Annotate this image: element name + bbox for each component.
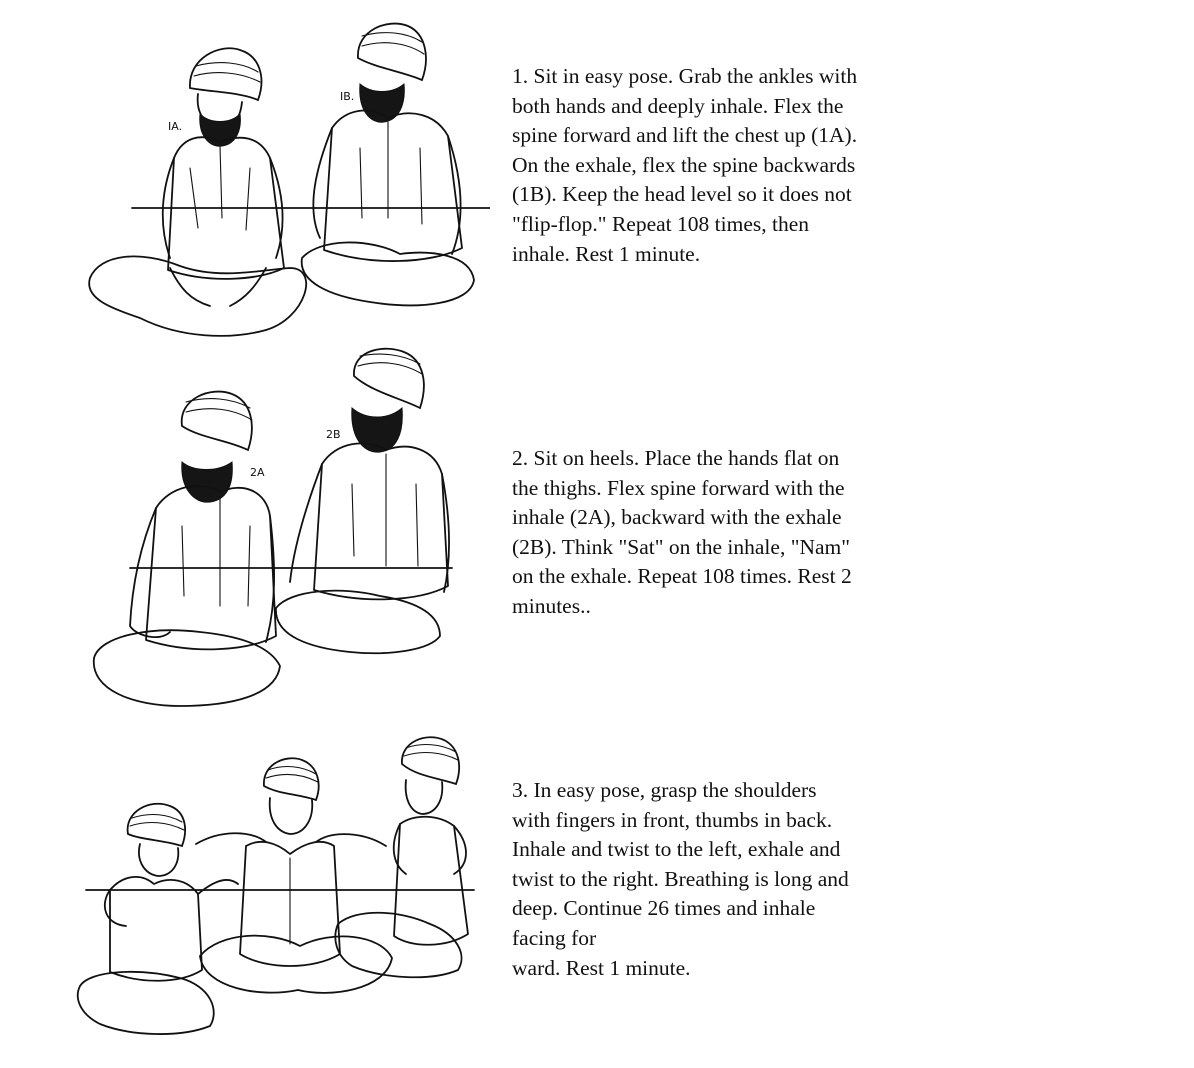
step-1-line-7: inhale. Rest 1 minute. [512,241,701,266]
step-2-line-6: minutes.. [512,593,591,618]
figure-2b [276,349,449,654]
step-1-line-5: (1B). Keep the head level so it does not [512,182,852,207]
step-3-line-7: ward. Rest 1 minute. [512,955,691,980]
step-2-line-1: 2. Sit on heels. Place the hands flat on [512,446,840,470]
step-2-line-3: inhale (2A), backward with the exhale [512,505,842,530]
figure-label-1b: IB. [340,90,355,103]
figure-3-left [78,804,238,1034]
step-2-instructions [512,444,932,622]
figure-3-right [335,737,468,977]
figure-label-2a: 2A [250,466,265,479]
figure-1a [89,48,306,336]
step-2-line-4: (2B). Think "Sat" on the inhale, "Nam" [512,534,851,559]
step-2 [0,340,1194,720]
step-2-figure-svg [70,346,490,716]
step-3-illustration [70,734,490,1054]
step-1-figure-svg [70,18,490,348]
step-1-line-2: both hands and deeply inhale. Flex the [512,93,844,118]
figure-1b [302,24,474,306]
figure-label-2b: 2B [326,428,341,441]
step-3-line-2: with fingers in front, thumbs in back. [512,807,833,832]
step-3-figure-svg [70,734,490,1054]
step-2-illustration [70,346,490,716]
step-1-line-1: 1. Sit in easy pose. Grab the ankles with [512,64,858,88]
step-1-line-4: On the exhale, flex the spine backwards [512,152,856,177]
step-3-instructions [512,776,932,983]
step-1-illustration [70,18,490,348]
step-1 [0,0,1194,350]
figure-label-1a: IA. [168,120,183,133]
figure-3-middle [196,758,392,993]
step-2-line-2: the thighs. Flex spine forward with the [512,475,845,500]
step-1-line-6: "flip-flop." Repeat 108 times, then [512,211,809,236]
step-2-line-5: on the exhale. Repeat 108 times. Rest 2 [512,564,852,589]
step-3-line-5: deep. Continue 26 times and inhale [512,896,816,921]
step-3-line-6: facing for [512,925,597,950]
step-3-line-3: Inhale and twist to the left, exhale and [512,837,841,862]
step-3 [0,720,1194,1068]
step-3-line-4: twist to the right. Breathing is long and [512,866,849,891]
step-1-line-3: spine forward and lift the chest up (1A). [512,123,858,148]
step-3-line-1: 3. In easy pose, grasp the shoulders [512,778,817,802]
step-1-instructions [512,62,932,269]
figure-2a [94,392,280,706]
